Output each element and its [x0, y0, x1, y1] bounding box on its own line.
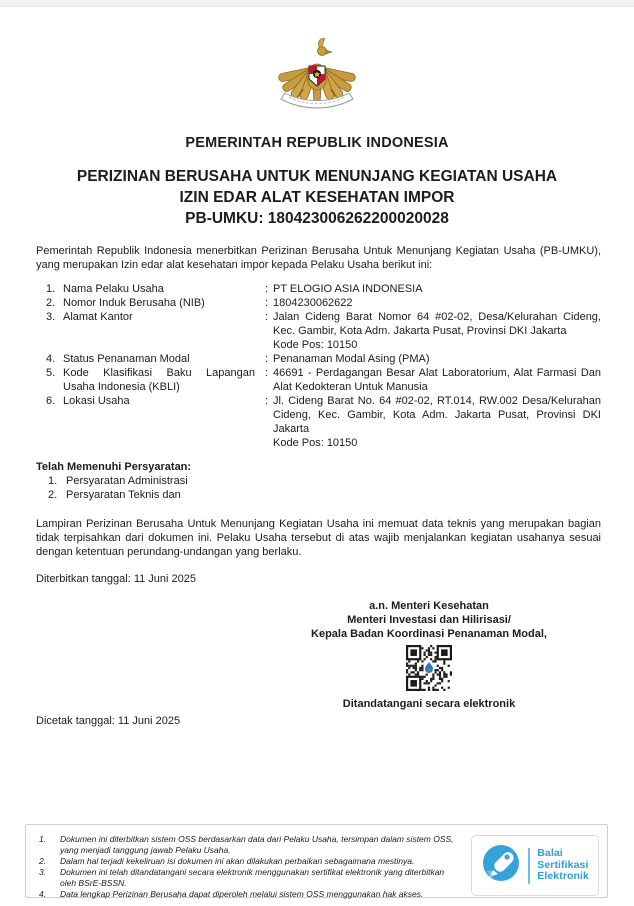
note-number: 4.	[39, 889, 47, 899]
postal-code: Kode Pos: 10150	[273, 437, 358, 449]
printed-date: Dicetak tanggal: 11 Juni 2025	[36, 715, 181, 727]
row-number: 1.	[48, 475, 58, 487]
government-title: PEMERINTAH REPUBLIK INDONESIA	[185, 135, 449, 151]
row-label: Kode Klasifikasi Baku Lapangan Usaha Indonesia (KBLI)	[63, 367, 255, 393]
signature-line3: Kepala Badan Koordinasi Penanaman Modal,	[311, 628, 547, 640]
detail-row-nama-pelaku-usaha	[36, 282, 601, 296]
postal-code: Kode Pos: 10150	[273, 339, 358, 351]
document-title-line1: PERIZINAN BERUSAHA UNTUK MENUNJANG KEGIATAN USAHA	[76, 168, 558, 185]
row-value: 1804230062622	[273, 297, 353, 309]
row-number: 5.	[46, 367, 56, 379]
cert-label-line1: Balai	[537, 847, 563, 860]
signature-block	[269, 599, 589, 711]
row-value	[273, 310, 601, 352]
row-number: 3.	[46, 311, 56, 323]
requirement-item	[48, 474, 601, 488]
business-details-list	[36, 282, 601, 450]
row-value: PT ELOGIO ASIA INDONESIA	[273, 283, 423, 295]
footer-note	[39, 889, 461, 900]
colon: :	[265, 297, 269, 309]
detail-row-alamat-kantor	[36, 310, 601, 352]
signature-line1: a.n. Menteri Kesehatan	[369, 600, 489, 612]
requirement-item	[48, 488, 601, 502]
cert-label-line3: Elektronik	[537, 870, 589, 883]
footer-note	[39, 834, 461, 856]
signature-line2: Menteri Investasi dan Hilirisasi/	[347, 614, 511, 626]
top-strip	[0, 0, 634, 7]
row-value: 46691 - Perdagangan Besar Alat Laboratorium, Alat Farmasi Dan Alat Kedokteran Untuk Manusia	[273, 367, 601, 393]
footer-notes-box	[25, 824, 608, 898]
requirements-heading: Telah Memenuhi Persyaratan:	[36, 461, 192, 473]
row-value	[273, 394, 601, 450]
closing-paragraph: Lampiran Perizinan Berusaha Untuk Menunjang Kegiatan Usaha ini memuat data teknis yang merupakan bagian tidak terpisahkan dari dokumen ini. Pelaku Usaha tersebut di atas wajib menjalankan kegiatan usahanya sesuai dengan ketentuan perundang-undangan yang berlaku.	[36, 518, 601, 558]
row-number: 6.	[46, 395, 56, 407]
note-text: Data lengkap Perizinan Berusaha dapat diperoleh melalui sistem OSS menggunakan hak akses.	[60, 889, 424, 899]
qr-code	[406, 645, 452, 691]
document-title	[0, 166, 634, 229]
colon: :	[265, 283, 269, 295]
note-text: Dokumen ini telah ditandatangani secara elektronik menggunakan sertifikat elektronik yang diterbitkan oleh BSrE-BSSN.	[60, 867, 445, 888]
document-number: PB-UMKU: 180423006262200020028	[185, 210, 449, 227]
cert-label-line2: Sertifikasi	[537, 858, 589, 871]
cert-label	[537, 848, 589, 883]
garuda-pancasila-emblem	[273, 27, 361, 124]
colon: :	[265, 395, 269, 407]
footer-note	[39, 867, 461, 889]
colon: :	[265, 311, 269, 323]
note-number: 1.	[39, 834, 47, 844]
electronic-signature-label: Ditandatangani secara elektronik	[342, 698, 516, 710]
footer-notes	[39, 834, 471, 900]
footer-note	[39, 856, 461, 867]
row-number: 4.	[46, 353, 56, 365]
row-label: Nama Pelaku Usaha	[63, 283, 164, 295]
note-text: Dalam hal terjadi kekeliruan isi dokumen ini akan dilakukan perbaikan sebagaimana mestinya.	[60, 856, 415, 866]
note-number: 3.	[39, 867, 47, 877]
detail-row-status-penanaman-modal	[36, 352, 601, 366]
bsre-logo-icon	[481, 843, 521, 888]
document-title-line2: IZIN EDAR ALAT KESEHATAN IMPOR	[179, 189, 455, 206]
address-text: Jl. Cideng Barat No. 64 #02-02, RT.014, RW.002 Desa/Kelurahan Cideng, Kec. Gambir, Kota Adm. Jakarta Pusat, Provinsi DKI Jakarta	[273, 395, 601, 435]
row-label: Alamat Kantor	[63, 311, 133, 323]
cert-separator	[528, 848, 530, 884]
note-number: 2.	[39, 856, 47, 866]
row-label: Lokasi Usaha	[63, 395, 130, 407]
row-label: Status Penanaman Modal	[63, 353, 190, 365]
colon: :	[265, 353, 269, 365]
requirement-text: Persyaratan Teknis dan	[66, 489, 181, 501]
row-number: 2.	[48, 489, 58, 501]
row-number: 2.	[46, 297, 56, 309]
intro-paragraph: Pemerintah Republik Indonesia menerbitkan Perizinan Berusaha Untuk Menunjang Kegiatan Usaha (PB-UMKU), yang merupakan Izin edar alat kesehatan impor kepada Pelaku Usaha berikut ini:	[36, 245, 601, 271]
colon: :	[265, 367, 269, 379]
row-value: Penanaman Modal Asing (PMA)	[273, 353, 430, 365]
address-text: Jalan Cideng Barat Nomor 64 #02-02, Desa/Kelurahan Cideng, Kec. Gambir, Kota Adm. Jakarta Pusat, Provinsi DKI Jakarta	[273, 311, 601, 337]
row-label: Nomor Induk Berusaha (NIB)	[63, 297, 205, 309]
note-text: Dokumen ini diterbitkan sistem OSS berdasarkan data dari Pelaku Usaha, tersimpan dalam sistem OSS, yang menjadi tanggung jawab Pelaku Usaha.	[60, 834, 454, 855]
detail-row-kbli	[36, 366, 601, 394]
detail-row-lokasi-usaha	[36, 394, 601, 450]
issued-date: Diterbitkan tanggal: 11 Juni 2025	[36, 573, 197, 585]
requirement-text: Persyaratan Administrasi	[66, 475, 188, 487]
detail-row-nib	[36, 296, 601, 310]
row-number: 1.	[46, 283, 56, 295]
qr-center-logo-icon	[423, 661, 435, 675]
bsre-certification-stamp	[471, 835, 599, 896]
